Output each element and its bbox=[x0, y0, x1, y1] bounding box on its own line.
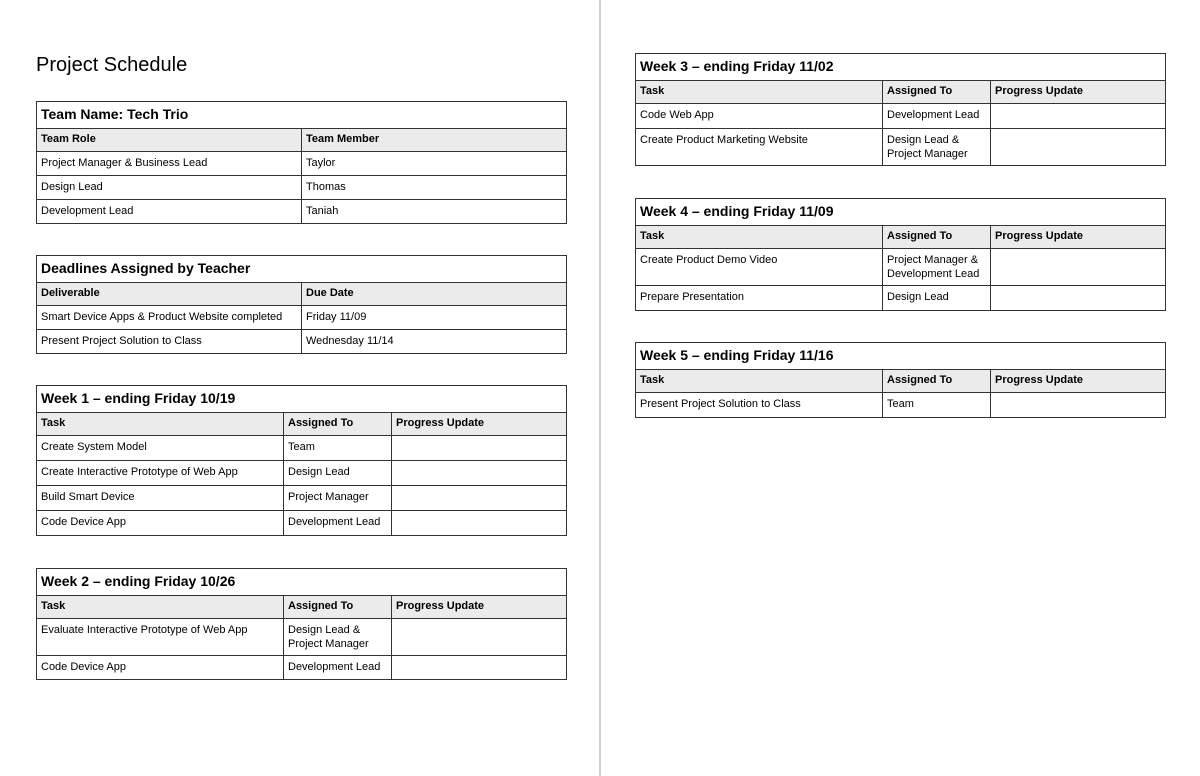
column-header: Deliverable bbox=[37, 283, 302, 306]
column-header: Team Member bbox=[302, 129, 567, 152]
table-cell: Present Project Solution to Class bbox=[636, 393, 883, 418]
page-divider bbox=[599, 0, 601, 776]
deadlines-table bbox=[36, 255, 567, 354]
table-cell: Create Interactive Prototype of Web App bbox=[37, 461, 284, 486]
table-cell: Wednesday 11/14 bbox=[302, 330, 567, 354]
column-header: Due Date bbox=[302, 283, 567, 306]
table-cell: Create System Model bbox=[37, 436, 284, 461]
column-header: Team Role bbox=[37, 129, 302, 152]
table-cell: Project Manager & Development Lead bbox=[883, 249, 991, 286]
progress-cell[interactable] bbox=[392, 461, 567, 486]
week4-table bbox=[635, 198, 1166, 311]
table-cell: Present Project Solution to Class bbox=[37, 330, 302, 354]
column-header: Assigned To bbox=[284, 413, 392, 436]
table-cell: Thomas bbox=[302, 176, 567, 200]
column-header: Progress Update bbox=[392, 596, 567, 619]
column-header: Progress Update bbox=[392, 413, 567, 436]
week1-table bbox=[36, 385, 567, 536]
table-cell: Taniah bbox=[302, 200, 567, 224]
column-header: Task bbox=[37, 413, 284, 436]
progress-cell[interactable] bbox=[991, 249, 1166, 286]
table-cell: Prepare Presentation bbox=[636, 286, 883, 311]
table-cell: Project Manager bbox=[284, 486, 392, 511]
progress-cell[interactable] bbox=[392, 656, 567, 680]
column-header: Assigned To bbox=[284, 596, 392, 619]
column-header: Progress Update bbox=[991, 370, 1166, 393]
progress-cell[interactable] bbox=[991, 129, 1166, 166]
table-title: Week 2 – ending Friday 10/26 bbox=[37, 569, 567, 596]
table-cell: Development Lead bbox=[37, 200, 302, 224]
table-cell: Evaluate Interactive Prototype of Web App bbox=[37, 619, 284, 656]
table-title: Week 3 – ending Friday 11/02 bbox=[636, 54, 1166, 81]
column-header: Progress Update bbox=[991, 81, 1166, 104]
week5-table bbox=[635, 342, 1166, 418]
progress-cell[interactable] bbox=[991, 286, 1166, 311]
column-header: Assigned To bbox=[883, 226, 991, 249]
table-cell: Smart Device Apps & Product Website completed bbox=[37, 306, 302, 330]
table-title: Team Name: Tech Trio bbox=[37, 102, 567, 129]
column-header: Task bbox=[636, 370, 883, 393]
table-cell: Code Device App bbox=[37, 656, 284, 680]
table-cell: Code Web App bbox=[636, 104, 883, 129]
table-cell: Team bbox=[284, 436, 392, 461]
column-header: Task bbox=[636, 226, 883, 249]
table-title: Week 5 – ending Friday 11/16 bbox=[636, 343, 1166, 370]
progress-cell[interactable] bbox=[392, 619, 567, 656]
table-cell: Code Device App bbox=[37, 511, 284, 536]
column-header: Task bbox=[636, 81, 883, 104]
progress-cell[interactable] bbox=[392, 511, 567, 536]
table-cell: Design Lead bbox=[37, 176, 302, 200]
table-title: Deadlines Assigned by Teacher bbox=[37, 256, 567, 283]
team-table bbox=[36, 101, 567, 224]
column-header: Assigned To bbox=[883, 81, 991, 104]
table-cell: Create Product Marketing Website bbox=[636, 129, 883, 166]
table-cell: Design Lead & Project Manager bbox=[284, 619, 392, 656]
progress-cell[interactable] bbox=[991, 104, 1166, 129]
table-cell: Friday 11/09 bbox=[302, 306, 567, 330]
table-cell: Build Smart Device bbox=[37, 486, 284, 511]
table-cell: Development Lead bbox=[284, 656, 392, 680]
week3-table bbox=[635, 53, 1166, 166]
table-cell: Design Lead & Project Manager bbox=[883, 129, 991, 166]
page-title: Project Schedule bbox=[36, 54, 188, 76]
column-header: Progress Update bbox=[991, 226, 1166, 249]
week2-table bbox=[36, 568, 567, 680]
table-title: Week 4 – ending Friday 11/09 bbox=[636, 199, 1166, 226]
progress-cell[interactable] bbox=[991, 393, 1166, 418]
table-cell: Taylor bbox=[302, 152, 567, 176]
table-cell: Team bbox=[883, 393, 991, 418]
column-header: Assigned To bbox=[883, 370, 991, 393]
table-cell: Create Product Demo Video bbox=[636, 249, 883, 286]
table-title: Week 1 – ending Friday 10/19 bbox=[37, 386, 567, 413]
table-cell: Design Lead bbox=[284, 461, 392, 486]
progress-cell[interactable] bbox=[392, 486, 567, 511]
table-cell: Development Lead bbox=[883, 104, 991, 129]
column-header: Task bbox=[37, 596, 284, 619]
table-cell: Development Lead bbox=[284, 511, 392, 536]
progress-cell[interactable] bbox=[392, 436, 567, 461]
table-cell: Design Lead bbox=[883, 286, 991, 311]
table-cell: Project Manager & Business Lead bbox=[37, 152, 302, 176]
